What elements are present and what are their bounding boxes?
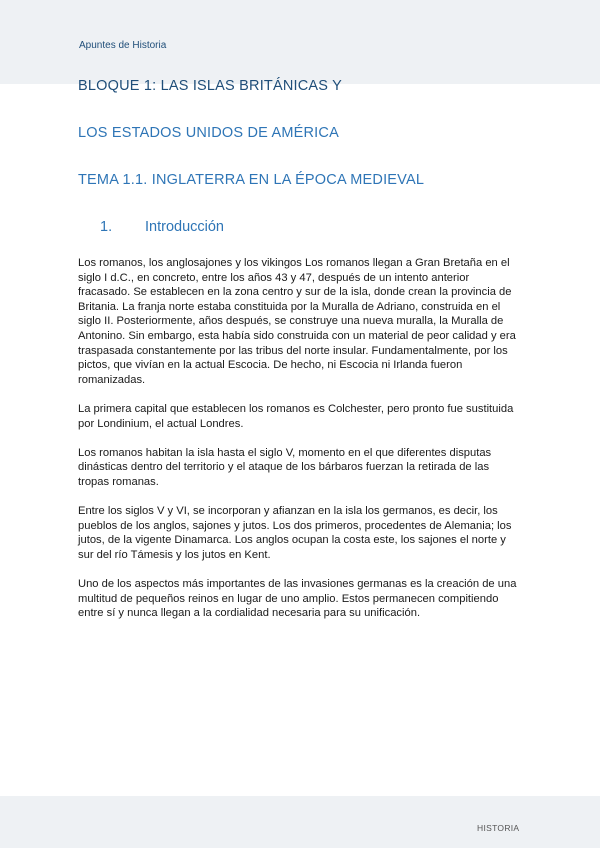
block-subheading: LOS ESTADOS UNIDOS DE AMÉRICA bbox=[78, 125, 339, 141]
section-heading bbox=[100, 219, 224, 235]
paragraph: Los romanos habitan la isla hasta el siglo V, momento en el que diferentes disputas dinásticas dentro del territorio y el ataque de los bárbaros fuerzan la retirada de las tropas romanas. bbox=[78, 446, 492, 488]
section-number: 1. bbox=[100, 219, 113, 235]
paragraph: Uno de los aspectos más importantes de las invasiones germanas es la creación de una multitud de pequeños reinos en lugar de uno amplio. Estos permanecen compitiendo entre sí y nunca llegan a la cordialidad necesaria para su unificación. bbox=[78, 578, 517, 620]
paragraph: Los romanos, los anglosajones y los vikingos Los romanos llegan a Gran Bretaña en el siglo I d.C., en concreto, entre los años 43 y 47, después de un intento anterior fracasado. Se establecen en la zona centro y sur de la isla, donde crean la provincia de Britania. La franja norte estaba constituida por la Muralla de Adriano, construida en el siglo II. Posteriormente, años después, se construye una nueva muralla, la Muralla de Antonino. Sin embargo, esta había sido construida con un material de peor calidad y era traspasada constantemente por las tribus del norte insular. Fundamentalmente, por los pictos, que vivían en la actual Escocia. De hecho, ni Escocia ni Irlanda fueron romanizadas. bbox=[78, 257, 516, 386]
body-text bbox=[78, 256, 521, 635]
header-title: Apuntes de Historia bbox=[79, 40, 167, 51]
section-title: Introducción bbox=[145, 219, 224, 235]
block-heading: BLOQUE 1: LAS ISLAS BRITÁNICAS Y bbox=[78, 78, 343, 94]
page-footer bbox=[0, 796, 600, 848]
topic-heading: TEMA 1.1. INGLATERRA EN LA ÉPOCA MEDIEVAL bbox=[78, 172, 425, 188]
footer-label: HISTORIA bbox=[477, 823, 520, 833]
paragraph: Entre los siglos V y VI, se incorporan y afianzan en la isla los germanos, es decir, los pueblos de los anglos, sajones y jutos. Los dos primeros, procedentes de Alemania; los jutos, de la vigente Dinamarca. Los anglos ocupan la costa este, los sajones el norte y sur del río Támesis y los jutos en Kent. bbox=[78, 505, 512, 561]
paragraph: La primera capital que establecen los romanos es Colchester, pero pronto fue sustituida por Londinium, el actual Londres. bbox=[78, 402, 514, 430]
